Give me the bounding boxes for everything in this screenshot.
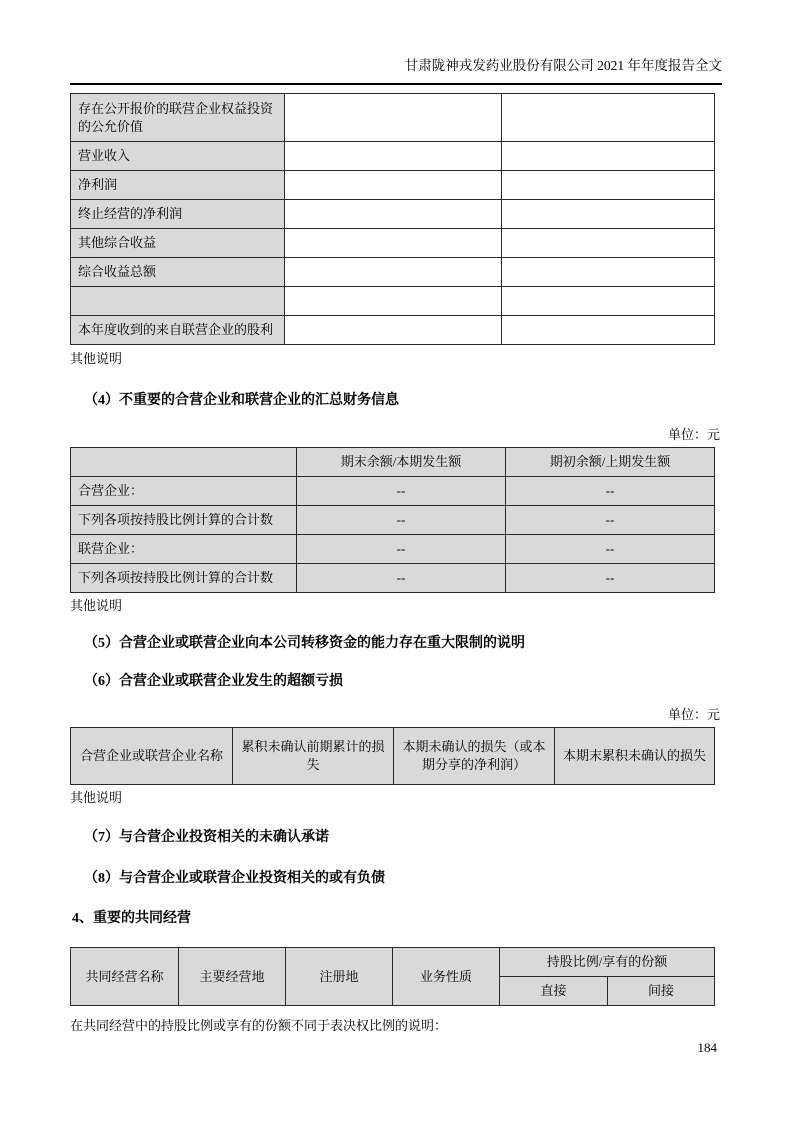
value-cell [502,316,715,345]
value-cell [285,316,502,345]
row-label-cell: 其他综合收益 [71,229,285,258]
section-8-heading: （8）与合营企业或联营企业投资相关的或有负债 [84,871,385,886]
header-cell: 本期未确认的损失（或本期分享的净利润） [394,728,555,785]
table-row [71,94,715,142]
value-cell [285,229,502,258]
other-note-text: 其他说明 [70,790,123,805]
value-cell [502,200,715,229]
value-cell [285,142,502,171]
summary-financial-table [70,447,715,593]
value-cell [502,171,715,200]
header-cell: 注册地 [286,948,393,1006]
table-row [71,287,715,316]
header-cell: 共同经营名称 [71,948,179,1006]
subheader-cell: 直接 [500,977,608,1006]
value-cell: -- [297,535,506,564]
voting-rights-note: 在共同经营中的持股比例或享有的份额不同于表决权比例的说明： [70,1018,448,1033]
header-cell: 业务性质 [393,948,500,1006]
value-cell: -- [506,564,715,593]
header-cell: 合营企业或联营企业名称 [71,728,233,785]
value-cell [285,94,502,142]
table-row [71,477,715,506]
header-cell-blank [71,448,297,477]
joint-operations-table [70,947,715,1006]
excess-losses-table [70,727,715,785]
value-cell [285,287,502,316]
row-label-cell: 净利润 [71,171,285,200]
row-label-cell: 下列各项按持股比例计算的合计数 [71,506,297,535]
value-cell [502,287,715,316]
table-row [71,142,715,171]
unit-label: 单位：元 [667,707,720,722]
value-cell: -- [506,506,715,535]
section-7-heading: （7）与合营企业投资相关的未确认承诺 [84,830,329,845]
header-cell: 期末余额/本期发生额 [297,448,506,477]
table-row [71,171,715,200]
value-cell: -- [297,564,506,593]
table-header-row [71,728,715,785]
section-5-heading: （5）合营企业或联营企业向本公司转移资金的能力存在重大限制的说明 [84,636,525,651]
other-note-text: 其他说明 [70,351,123,366]
header-cell: 本期末累积未确认的损失 [555,728,715,785]
row-label-cell: 下列各项按持股比例计算的合计数 [71,564,297,593]
value-cell [502,142,715,171]
row-label-cell: 综合收益总额 [71,258,285,287]
section-joint-operations-heading: 4、重要的共同经营 [72,911,191,926]
associate-financials-table [70,93,715,345]
section-6-heading: （6）合营企业或联营企业发生的超额亏损 [84,674,343,689]
row-label-cell: 存在公开报价的联营企业权益投资的公允价值 [71,94,285,142]
value-cell: -- [297,477,506,506]
row-label-cell: 营业收入 [71,142,285,171]
page-content [70,0,722,1034]
table-row [71,535,715,564]
header-cell: 主要经营地 [179,948,286,1006]
table-header-row [71,448,715,477]
value-cell [502,258,715,287]
other-note-text: 其他说明 [70,598,123,613]
table-header-row [71,948,715,977]
table-row [71,200,715,229]
table-row [71,258,715,287]
row-label-cell: 联营企业： [71,535,297,564]
value-cell [285,258,502,287]
value-cell: -- [506,477,715,506]
row-label-cell: 本年度收到的来自联营企业的股利 [71,316,285,345]
table-row [71,506,715,535]
value-cell [285,171,502,200]
value-cell: -- [297,506,506,535]
row-label-cell: 终止经营的净利润 [71,200,285,229]
value-cell: -- [506,535,715,564]
table-row [71,229,715,258]
subheader-cell: 间接 [608,977,715,1006]
value-cell [502,229,715,258]
header-cell: 期初余额/上期发生额 [506,448,715,477]
table-row [71,564,715,593]
page-number: 184 [697,1040,717,1055]
document-header-title: 甘肃陇神戎发药业股份有限公司 2021 年年度报告全文 [70,57,722,85]
value-cell [285,200,502,229]
row-label-cell: 合营企业： [71,477,297,506]
header-cell: 累积未确认前期累计的损失 [233,728,394,785]
table-row [71,316,715,345]
section-4-heading: （4）不重要的合营企业和联营企业的汇总财务信息 [84,393,399,408]
row-label-cell [71,287,285,316]
unit-label: 单位：元 [667,427,720,442]
header-group-cell: 持股比例/享有的份额 [500,948,715,977]
value-cell [502,94,715,142]
